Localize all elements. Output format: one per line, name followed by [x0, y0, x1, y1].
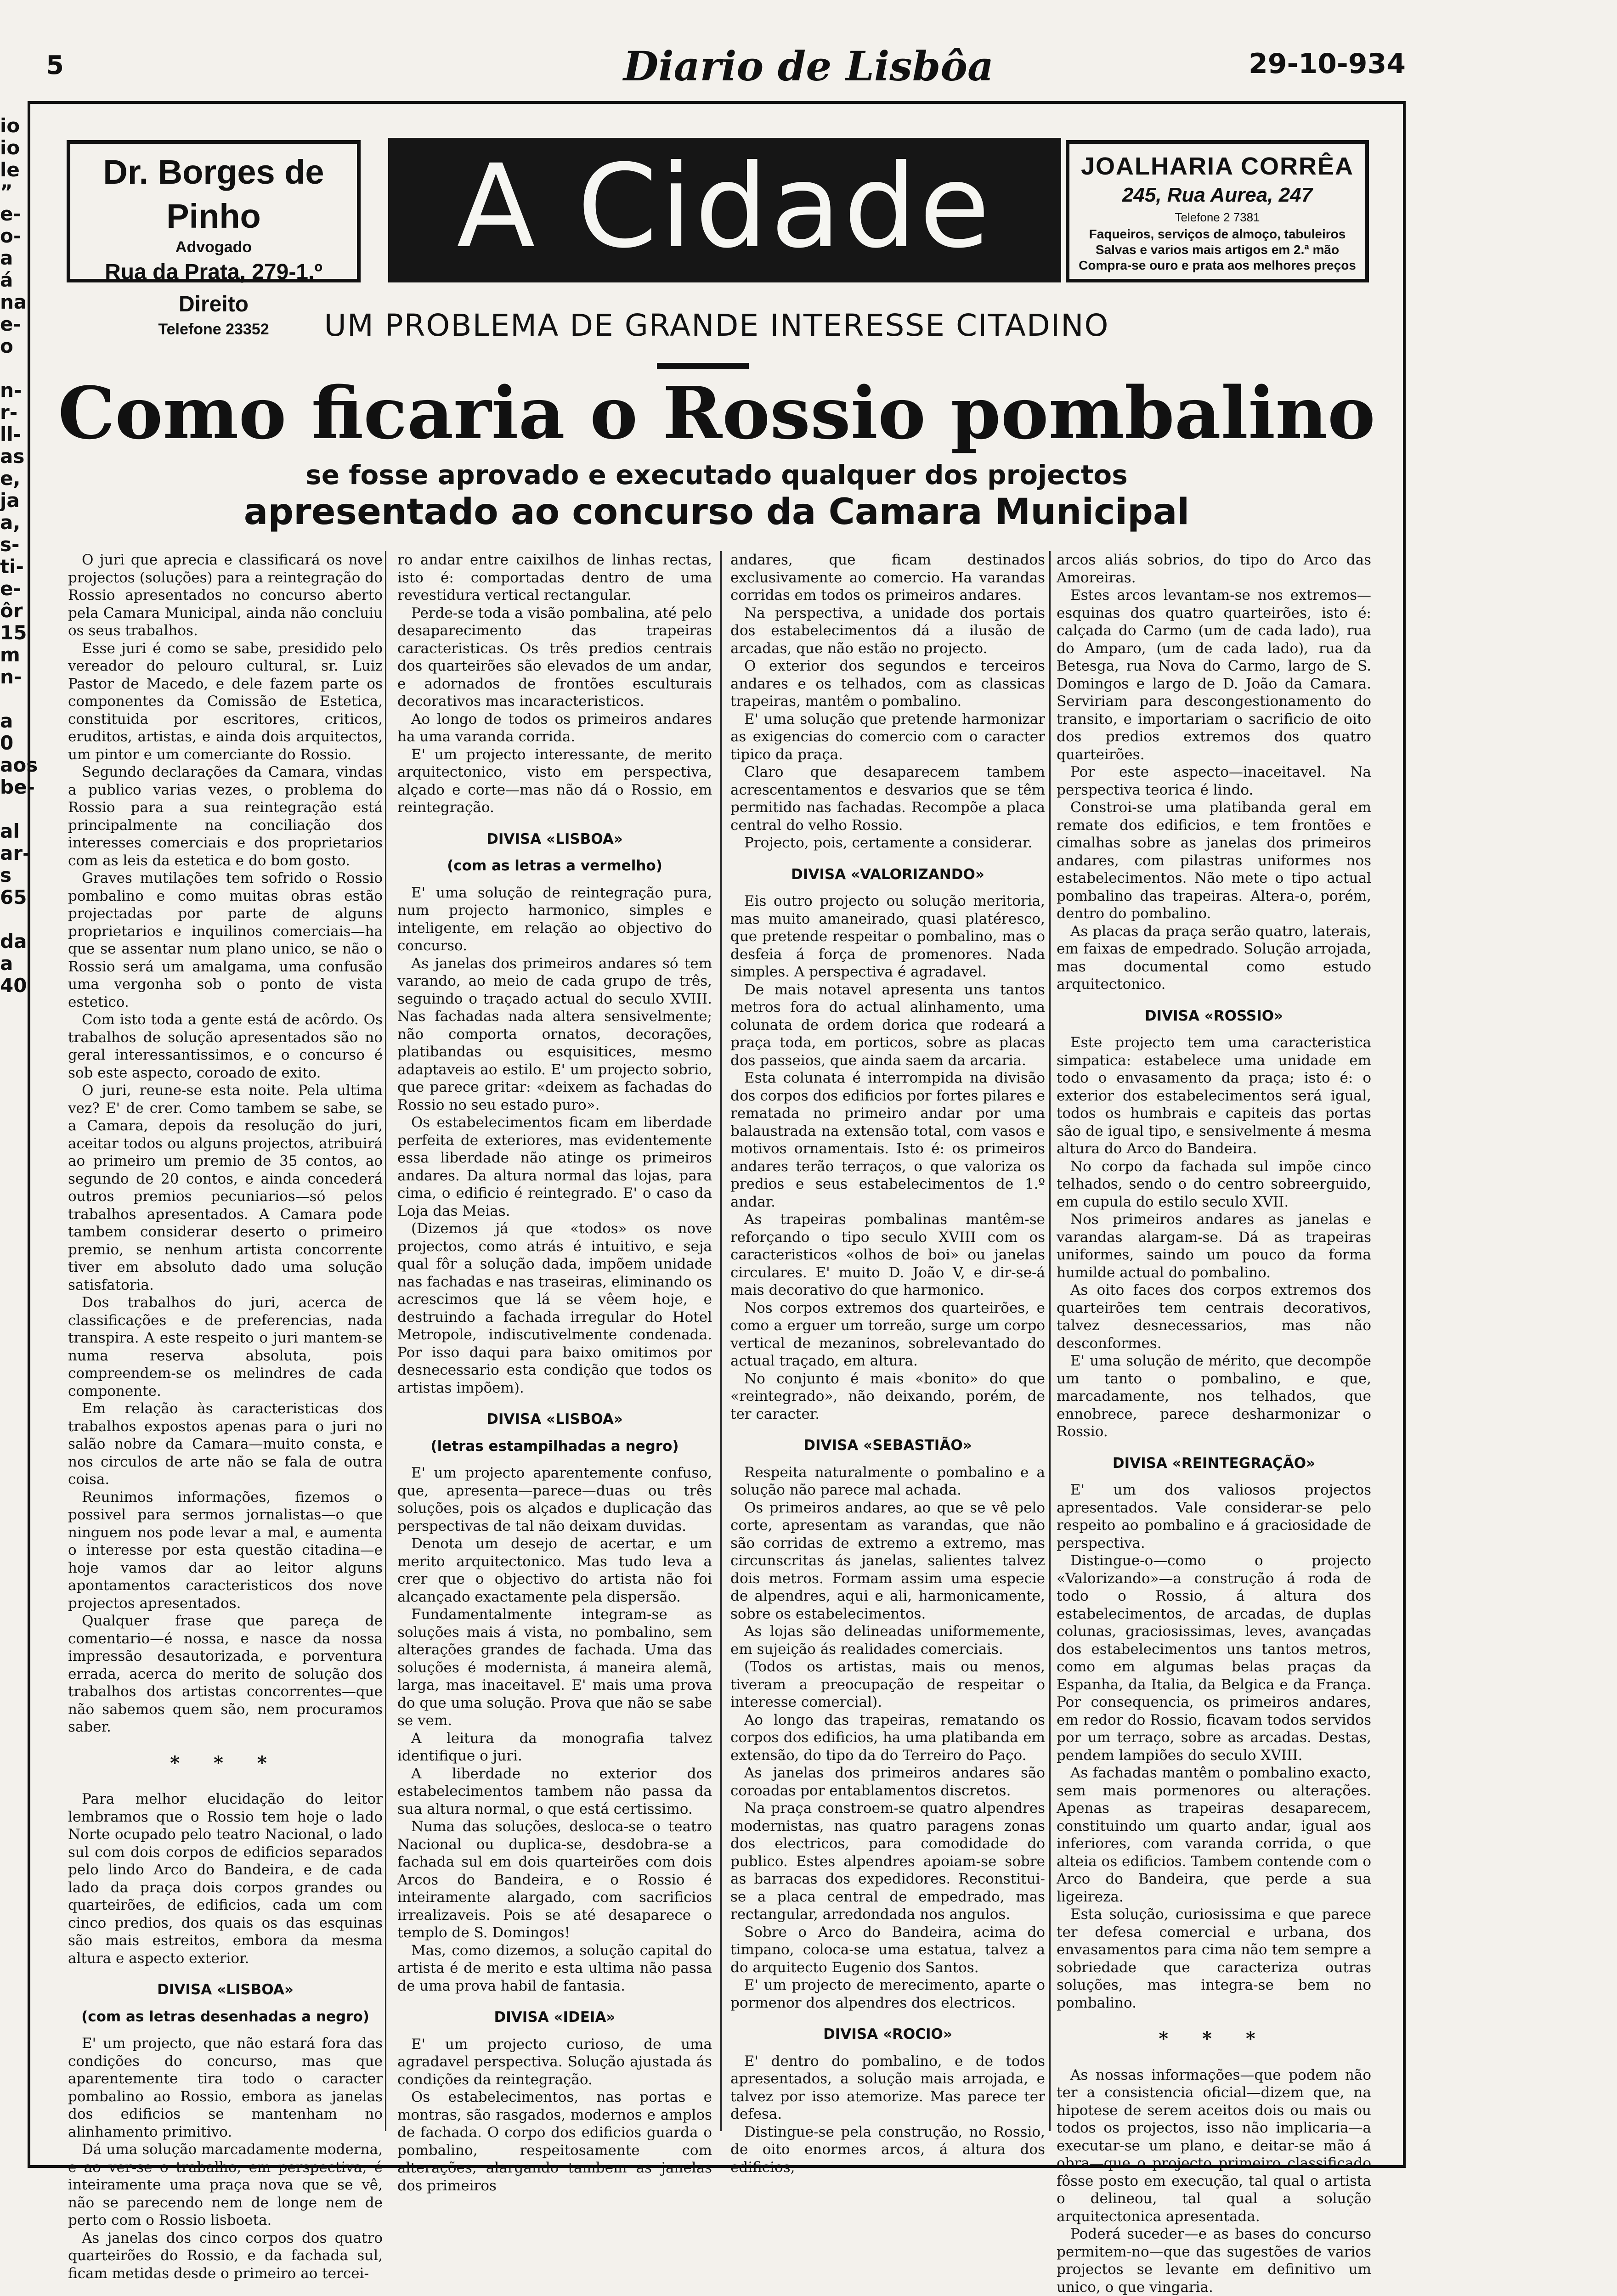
paragraph: E' um dos valiosos projectos apresentados. Vale considerar-se pelo respeito ao pombalino e á graciosidade de perspectiva.	[1057, 1482, 1371, 1551]
paragraph: E' um projecto de merecimento, aparte o pormenor dos alpendres dos electricos.	[730, 1977, 1045, 2011]
section-separator: * * *	[170, 1752, 281, 1774]
paragraph: Distingue-o—como o projecto «Valorizando»—a construção á roda de todo o Rossio, á altura dos estabelecimentos, de arcadas, de duplas colunas, graciosissimas, leves, avançadas dos estabelecimentos uns tantos metros, como em algumas belas praças da Espanha, da Italia, da Belgica e da França. Por consequencia, os primeiros andares, em redor do Rossio, ficavam todos servidos por um terraço, sobre as arcadas. Destas, pendem lampiões do seculo XVIII.	[1057, 1552, 1371, 1764]
paragraph: Dá uma solução marcadamente moderna, e ao ver-se o trabalho, em perspectiva, é inteiramente uma praça nova que se vê, não se parecendo nem de longe nem de perto com o Rossio lisboeta.	[68, 2141, 383, 2228]
article-deck: se fosse aprovado e executado qualquer dos projectos	[305, 459, 1128, 491]
edge-fragment: s	[0, 864, 11, 886]
paragraph: Esta colunata é interrompida na divisão dos corpos dos edificios por fortes pilares e rematada no primeiro andar por uma balaustrada na extensão total, com vasos e motivos ornamentais. Isto é: os primeiros andares terão terraços, o que valoriza os predios e seus estabelecimentos de 1.º andar.	[730, 1070, 1045, 1210]
ad-line: Faqueiros, serviços de almoço, tabuleiros	[1089, 227, 1346, 241]
paragraph: Esta solução, curiosissima e que parece ter defesa comercial e urbana, dos envasamentos para cima não tem sempre a sobriedade que caracteriza outras soluções, mas integra-se bem no pombalino.	[1057, 1906, 1371, 2011]
paragraph: Reunimos informações, fizemos o possivel para sermos jornalistas—o que ninguem nos pode levar a mal, e aumenta o interesse por esta questão citadina—e hoje vamos dar ao leitor alguns apontamentos caracteristicos dos nove projectos apresentados.	[68, 1489, 383, 1612]
subheading: (com as letras desenhadas a negro)	[81, 2008, 369, 2025]
paragraph: Sobre o Arco do Bandeira, acima do timpano, coloca-se uma estatua, talvez a do arquitecto Eugenio dos Santos.	[730, 1924, 1045, 1976]
paragraph: No conjunto é mais «bonito» do que «reintegrado», não deixando, porém, de ter caracter.	[730, 1370, 1045, 1422]
edge-fragment: da	[0, 930, 27, 953]
edge-fragment	[0, 688, 22, 710]
advertisement-jeweler	[1066, 140, 1369, 282]
paragraph: Para melhor elucidação do leitor lembramos que o Rossio tem hoje o lado Norte ocupado pelo teatro Nacional, o lado sul com dois corpos de edificios separados pelo lindo Arco do Bandeira, e de cada lado da praça dois corpos grandes ou quarteirões, de edificios, cada um com cinco predios, dos quais os das esquinas são mais estreitos, embora da mesma altura e aspecto exterior.	[68, 1791, 383, 1967]
paragraph: As janelas dos primeiros andares só tem varando, ao meio de cada grupo de três, seguindo o traçado actual do seculo XVIII. Nas fachadas nada altera sensivelmente; não comporta ornatos, decorações, platibandas ou esquisitices, mesmo adaptaveis ao estilo. E' um projecto sobrio, que parece gritar: «deixem as fachadas do Rossio no seu estado puro».	[397, 955, 712, 1113]
paragraph: O juri que aprecia e classificará os nove projectos (soluções) para a reintegração do Rossio apresentados no concurso aberto pela Camara Municipal, ainda não concluiu os seus trabalhos.	[68, 552, 383, 639]
paragraph: Graves mutilações tem sofrido o Rossio pombalino e como muitas obras estão projectadas por parte de alguns proprietarios e inquilinos comerciais—ha que se assentar num plano unico, se não o Rossio será um amalgama, uma confusão uma vergonha sob o ponto de vista estetico.	[68, 870, 383, 1010]
subheading: (letras estampilhadas a negro)	[430, 1438, 679, 1455]
ad-name: JOALHARIA CORRÊA	[1080, 152, 1354, 180]
edge-fragment: 0	[0, 732, 14, 754]
subheading: DIVISA «IDEIA»	[494, 2009, 616, 2025]
paragraph: E' um projecto curioso, de uma agradavel perspectiva. Solução ajustada ás condições da reintegração.	[397, 2036, 712, 2088]
paragraph: andares, que ficam destinados exclusivamente ao comercio. Ha varandas corridas em todos os primeiros andares.	[730, 552, 1045, 604]
advertisement-lawyer	[67, 140, 361, 338]
subheading: DIVISA «LISBOA»	[486, 830, 623, 847]
subheading: DIVISA «LISBOA»	[486, 1411, 623, 1427]
paragraph: Eis outro projecto ou solução meritoria, mas muito amaneirado, quasi platéresco, que pretende respeitar o pombalino, mas o desfeia á força de promenores. Nada simples. A perspectiva é agradavel.	[730, 893, 1045, 980]
paragraph: E' dentro do pombalino, e de todos apresentados, a solução mais arrojada, e talvez por isso atemorize. Mas parece ter defesa.	[730, 2053, 1045, 2122]
paragraph: Em relação às caracteristicas dos trabalhos expostos apenas para o juri no salão nobre da Camara—muito consta, e nos circulos de arte não se fala de outra coisa.	[68, 1400, 383, 1488]
ad-address: 245, Rua Aurea, 247	[1122, 184, 1313, 206]
paragraph: Na perspectiva, a unidade dos portais dos estabelecimentos dá a ilusão de arcadas, que não estão no projecto.	[730, 604, 1045, 657]
paragraph: arcos aliás sobrios, do tipo do Arco das Amoreiras.	[1057, 552, 1371, 586]
edge-fragment: e-	[0, 577, 21, 600]
paragraph: Poderá suceder—e as bases do concurso permitem-no—que das sugestões de varios projectos se levante em definitivo um unico, o que vingaria.	[1057, 2226, 1371, 2296]
edge-fragment: a	[0, 247, 13, 269]
edge-fragment: io	[0, 136, 20, 159]
edge-fragment: ar-	[0, 842, 31, 864]
edge-fragment: r-	[0, 401, 18, 423]
paragraph: E' um projecto interessante, de merito arquitectonico, visto em perspectiva, alçado e corte—mas não dá o Rossio, em reintegração.	[397, 746, 712, 816]
paragraph: O exterior dos segundos e terceiros andares e os telhados, com as classicas trapeiras, mantêm o pombalino.	[730, 658, 1045, 710]
ad-phone: Telefone 23352	[158, 321, 269, 338]
edge-fragment: al	[0, 820, 20, 842]
issue-date: 29-10-934	[1248, 48, 1406, 80]
edge-fragment: n-	[0, 666, 22, 688]
edge-fragment: e-	[0, 313, 21, 335]
edge-fragment: aos	[0, 754, 38, 776]
edge-fragment: 15	[0, 621, 27, 644]
page-number: 5	[46, 51, 64, 80]
paragraph: Estes arcos levantam-se nos extremos—esquinas dos quatro quarteirões, isto é: calçada do Carmo (um de cada lado), rua do Amparo, (um de cada lado), rua da Betesga, rua Nova do Carmo, largo de S. Domingos e largo de D. João da Camara. Serviriam para descongestionamento do transito, e importariam o sacrificio de oito dos predios extremos dos quatro quarteirões.	[1057, 587, 1371, 763]
article-deck: apresentado ao concurso da Camara Municipal	[243, 491, 1190, 533]
paragraph: Numa das soluções, desloca-se o teatro Nacional ou duplica-se, desdobra-se a fachada sul em dois quarteirões com dois Arcos do Bandeira, e o Rossio é inteiramente alargado, com sacrificios irrealizaveis. Pois se até desaparece o templo de S. Domingos!	[397, 1818, 712, 1941]
column-rule	[720, 551, 722, 2131]
paragraph: As trapeiras pombalinas mantêm-se reforçando o tipo seculo XVIII com os caracteristicos «olhos de boi» ou janelas circulares. E' muito D. João V, e dir-se-á mais decorativo do que harmonico.	[730, 1211, 1045, 1298]
edge-fragment: ti-	[0, 555, 24, 578]
paragraph: (Todos os artistas, mais ou menos, tiveram a preocupação de respeitar o interesse comercial).	[730, 1659, 1045, 1710]
paragraph: As janelas dos primeiros andares são coroadas por entablamentos discretos.	[730, 1765, 1045, 1799]
paragraph: A leitura da monografia talvez identifique o juri.	[397, 1730, 712, 1764]
ad-phone: Telefone 2 7381	[1175, 210, 1260, 224]
edge-fragment: as	[0, 445, 25, 468]
edge-fragment: a,	[0, 511, 21, 534]
section-title: A Cidade	[388, 138, 1061, 282]
paragraph: Dos trabalhos do juri, acerca de classificações e de preferencias, nada transpira. A este respeito o juri mantem-se numa reserva absoluta, pois compreendem-se os melindres de cada componente.	[68, 1294, 383, 1399]
subheading: DIVISA «ROCIO»	[823, 2026, 952, 2042]
paragraph: A liberdade no exterior dos estabelecimentos tambem não passa da sua altura normal, o que está certissimo.	[397, 1765, 712, 1817]
edge-fragment: le	[0, 158, 20, 181]
paragraph: Nos corpos extremos dos quarteirões, e como a erguer um torreão, surge um corpo vertical de mezaninos, sobrelevantado do actual traçado, em altura.	[730, 1299, 1045, 1369]
edge-fragment: ja	[0, 489, 20, 512]
edge-fragment: 40	[0, 974, 27, 997]
paragraph: Mas, como dizemos, a solução capital do artista é de merito e esta ultima não passa de uma prova habil de fantasia.	[397, 1942, 712, 1994]
paragraph: Ao longo de todos os primeiros andares ha uma varanda corrida.	[397, 711, 712, 745]
article-kicker: UM PROBLEMA DE GRANDE INTERESSE CITADINO	[324, 308, 1109, 343]
edge-fragment: o-	[0, 225, 22, 247]
edge-fragment: n-	[0, 379, 22, 401]
paragraph: Perde-se toda a visão pombalina, até pelo desaparecimento das trapeiras caracteristicas. Os três predios centrais dos quarteirões são elevados de um andar, e adornados de frontões esculturais decorativos mas incaracteristicos.	[397, 604, 712, 710]
subheading: DIVISA «SEBASTIÃO»	[803, 1437, 972, 1454]
column-rule	[1049, 551, 1051, 2131]
paragraph: Respeita naturalmente o pombalino e a solução não parece mal achada.	[730, 1464, 1045, 1498]
article-column-3	[730, 551, 1045, 2176]
edge-fragment: a	[0, 952, 13, 975]
paragraph: E' uma solução de mérito, que decompõe um tanto o pombalino, e que, marcadamente, nos telhados, que ennobrece, parece desharmonizar o Rossio.	[1057, 1353, 1371, 1440]
paragraph: As janelas dos cinco corpos dos quatro quarteirões do Rossio, e da fachada sul, ficam metidas desde o primeiro ao tercei-	[68, 2229, 383, 2282]
edge-fragment: be-	[0, 776, 35, 798]
edge-fragment: na	[0, 291, 27, 313]
ad-address: Rua da Prata, 279-1.º Direito	[105, 260, 322, 316]
paragraph: ro andar entre caixilhos de linhas rectas, isto é: comportadas dentro de uma revestidura vertical rectangular.	[397, 552, 712, 604]
ad-name: Dr. Borges de Pinho	[103, 153, 324, 235]
column-rule	[385, 551, 386, 2131]
paragraph: Ao longo das trapeiras, rematando os corpos dos edificios, ha uma platibanda em extensão, do tipo da do Terreiro do Paço.	[730, 1711, 1045, 1764]
subheading: DIVISA «ROSSIO»	[1144, 1007, 1283, 1024]
edge-fragment: ”	[0, 181, 13, 203]
paragraph: Segundo declarações da Camara, vindas a publico varias vezes, o problema do Rossio para a sua reintegração está principalmente na conciliação dos interesses comerciais e dos proprietarios com as leis da estetica e do bom gosto.	[68, 764, 383, 869]
paragraph: As oito faces dos corpos extremos dos quarteirões tem centrais decorativos, talvez desnecessarios, mas não desconformes.	[1057, 1282, 1371, 1352]
paragraph: Os estabelecimentos, nas portas e montras, são rasgados, modernos e amplos de fachada. O corpo dos edificios guarda o pombalino, respeitosamente com alterações, alargando tambem as janelas dos primeiros	[397, 2089, 712, 2194]
edge-fragment: o	[0, 335, 13, 357]
edge-fragment	[0, 908, 22, 931]
edge-fragment	[0, 798, 22, 820]
paragraph: Projecto, pois, certamente a considerar.	[744, 835, 1033, 851]
edge-fragment: á	[0, 269, 13, 291]
paragraph: Nos primeiros andares as janelas e varandas alargam-se. Dá as trapeiras uniformes, saindo um pouco da forma humilde actual do pombalino.	[1057, 1211, 1371, 1281]
article-column-1	[68, 551, 383, 2282]
paragraph: Este projecto tem uma caracteristica simpatica: estabelece uma unidade em todo o envasamento da praça; isto é: o exterior dos estabelecimentos será igual, todos os humbrais e capiteis das portas são de igual tipo, e sensivelmente á mesma altura do Arco do Bandeira.	[1057, 1034, 1371, 1157]
paragraph: Constroi-se uma platibanda geral em remate dos edificios, e tem frontões e cimalhas sobre as janelas dos primeiros andares, com pilastras uniformes nos estabelecimentos. Não mete o tipo actual pombalino das trapeiras. Altera-o, porém, dentro do pombalino.	[1057, 799, 1371, 922]
paragraph: As lojas são delineadas uniformemente, em sujeição ás realidades comerciais.	[730, 1623, 1045, 1658]
paragraph: Os estabelecimentos ficam em liberdade perfeita de exteriores, mas evidentemente essa liberdade não atinge os primeiros andares. Da altura normal das lojas, para cima, o edificio é reintegrado. E' o caso da Loja das Meias.	[397, 1114, 712, 1219]
paragraph: As fachadas mantêm o pombalino exacto, sem mais pormenores ou alterações. Apenas as trapeiras desaparecem, constituindo um quarto andar, igual aos inferiores, com varanda corrida, o que alteia os edificios. Tambem contende com o Arco do Bandeira, que perde a sua ligeireza.	[1057, 1765, 1371, 1905]
paragraph: O juri, reune-se esta noite. Pela ultima vez? E' de crer. Como tambem se sabe, se a Camara, depois da resolução do juri, aceitar todos ou alguns projectos, atribuirá ao primeiro um premio de 35 contos, ao segundo de 20 contos, e ainda concederá outros premios pecuniarios—só pelos trabalhos apresentados. A Camara pode tambem considerar deserto o primeiro premio, se nenhum artista concorrente tiver em absoluto dado uma solução satisfatoria.	[68, 1082, 383, 1293]
edge-fragment: e,	[0, 467, 21, 490]
paragraph: E' um projecto, que não estará fora das condições do concurso, mas que aparentemente tira todo o caracter pombalino ao Rossio, embora as janelas dos edificios se mantenham no alinhamento primitivo.	[68, 2035, 383, 2140]
edge-fragment: s-	[0, 533, 20, 556]
paragraph: Com isto toda a gente está de acôrdo. Os trabalhos de solução apresentados são no geral interessantissimos, e o concurso é sob este aspecto, coroado de exito.	[68, 1011, 383, 1081]
edge-fragment: a	[0, 710, 13, 732]
paragraph: Fundamentalmente integram-se as soluções mais á vista, no pombalino, sem alterações grandes de fachada. Uma das soluções é modernista, á maneira alemã, larga, mas inaceitavel. E' mais uma prova do que uma solução. Prova que não se sabe se vem.	[397, 1606, 712, 1729]
paragraph: As placas da praça serão quatro, laterais, em faixas de empedrado. Solução arrojada, mas documental como estudo arquitectonico.	[1057, 923, 1371, 993]
edge-fragment: io	[0, 114, 20, 137]
section-separator: * * *	[1159, 2028, 1269, 2049]
article-column-2	[397, 551, 712, 2194]
paragraph: Distingue-se pela construção, no Rossio, de oito enormes arcos, á altura dos edificios,	[730, 2123, 1045, 2176]
paragraph: No corpo da fachada sul impõe cinco telhados, sendo o do centro sobreerguido, em cupula do estilo seculo XVII.	[1057, 1158, 1371, 1210]
paragraph: As nossas informações—que podem não ter a consistencia oficial—dizem que, na hipotese de serem aceitos dois ou mais ou todos os projectos, isso não implicaria—a executar-se um plano, e deitar-se mão á obra—que o projecto primeiro classificado fôsse posto em execução, tal qual o artista o delineou, tal qual a solução arquitectonica apresentada.	[1057, 2066, 1371, 2225]
paragraph: Qualquer frase que pareça de comentario—é nossa, e nasce da nossa impressão desautorizada, e porventura errada, acerca do merito de solução dos trabalhos dos artistas concorrentes—que não sabemos quem são, nem procuramos saber.	[68, 1613, 383, 1735]
edge-fragment: ôr	[0, 599, 23, 622]
subheading: DIVISA «LISBOA»	[157, 1981, 294, 1998]
edge-fragment: 65	[0, 886, 27, 908]
paragraph: (Dizemos já que «todos» os nove projectos, como atrás é intuitivo, e seja qual fôr a solução dada, impõem unidade nas fachadas e nas traseiras, eliminando os acrescimos que lá se vêem hoje, e destruindo a fachada irregular do Hotel Metropole, indiscutivelmente condenada. Por isso daqui para baixo omitimos por desnecessario esta condição que todos os artistas impõem).	[397, 1220, 712, 1396]
article-headline: Como ficaria o Rossio pombalino	[58, 371, 1375, 455]
paragraph: Claro que desaparecem tambem acrescentamentos e desvarios que se têm permitido nas fachadas. Recompõe a placa central do velho Rossio.	[730, 764, 1045, 834]
paragraph: Por este aspecto—inaceitavel. Na perspectiva teorica é lindo.	[1057, 764, 1371, 798]
edge-fragment: ll-	[0, 423, 22, 446]
paragraph: Esse juri é como se sabe, presidido pelo vereador do pelouro cultural, sr. Luiz Pastor de Macedo, e dele fazem parte os componentes da Comissão de Estetica, constituida por escritores, criticos, eruditos, artistas, e ainda dois arquitectos, um pintor e um comerciante do Rossio.	[68, 640, 383, 763]
article-column-4	[1057, 551, 1371, 2296]
paragraph: E' um projecto aparentemente confuso, que, apresenta—parece—duas ou três soluções, pois os alçados e duplicação das perspectivas de tal não deixam duvidas.	[397, 1465, 712, 1534]
ad-line: Compra-se ouro e prata aos melhores preços	[1079, 258, 1356, 272]
ad-line: Salvas e varios mais artigos em 2.ª mão	[1095, 243, 1340, 257]
subheading: (com as letras a vermelho)	[447, 857, 662, 874]
edge-fragment: m	[0, 643, 20, 666]
paragraph: Na praça constroem-se quatro alpendres modernistas, nas quatro paragens zonas dos electricos, para comodidade do publico. Estes alpendres apoiam-se sobre as barracas dos expedidores. Reconstitui-se a placa central de empedrado, mas rectangular, arredondada nos angulos.	[730, 1800, 1045, 1923]
edge-fragment: e-	[0, 203, 21, 225]
paragraph: E' uma solução que pretende harmonizar as exigencias do comercio com o caracter tipico da praça.	[730, 711, 1045, 763]
paragraph: Os primeiros andares, ao que se vê pelo corte, apresentam as varandas, que não são corridas de extremo a extremo, mas circunscritas ás janelas, salientes talvez dois metros. Formam assim uma especie de alpendres, aqui e ali, harmonicamente, sobre os estabelecimentos.	[730, 1499, 1045, 1622]
paragraph: De mais notavel apresenta uns tantos metros fora do actual alinhamento, uma colunata de ordem dorica que rodeará a praça toda, em porticos, sobre as placas dos passeios, que ainda saem da arcaria.	[730, 981, 1045, 1069]
paragraph: E' uma solução de reintegração pura, num projecto harmonico, simples e inteligente, em relação ao objectivo do concurso.	[397, 884, 712, 954]
subheading: DIVISA «REINTEGRAÇÃO»	[1112, 1455, 1316, 1472]
newspaper-masthead: Diario de Lisbôa	[623, 42, 994, 90]
paragraph: Denota um desejo de acertar, e um merito arquitectonico. Mas tudo leva a crer que o objectivo do artista não foi alcançado exactamente pela dispersão.	[397, 1535, 712, 1605]
subheading: DIVISA «VALORIZANDO»	[791, 866, 984, 883]
ad-role: Advogado	[175, 238, 252, 256]
